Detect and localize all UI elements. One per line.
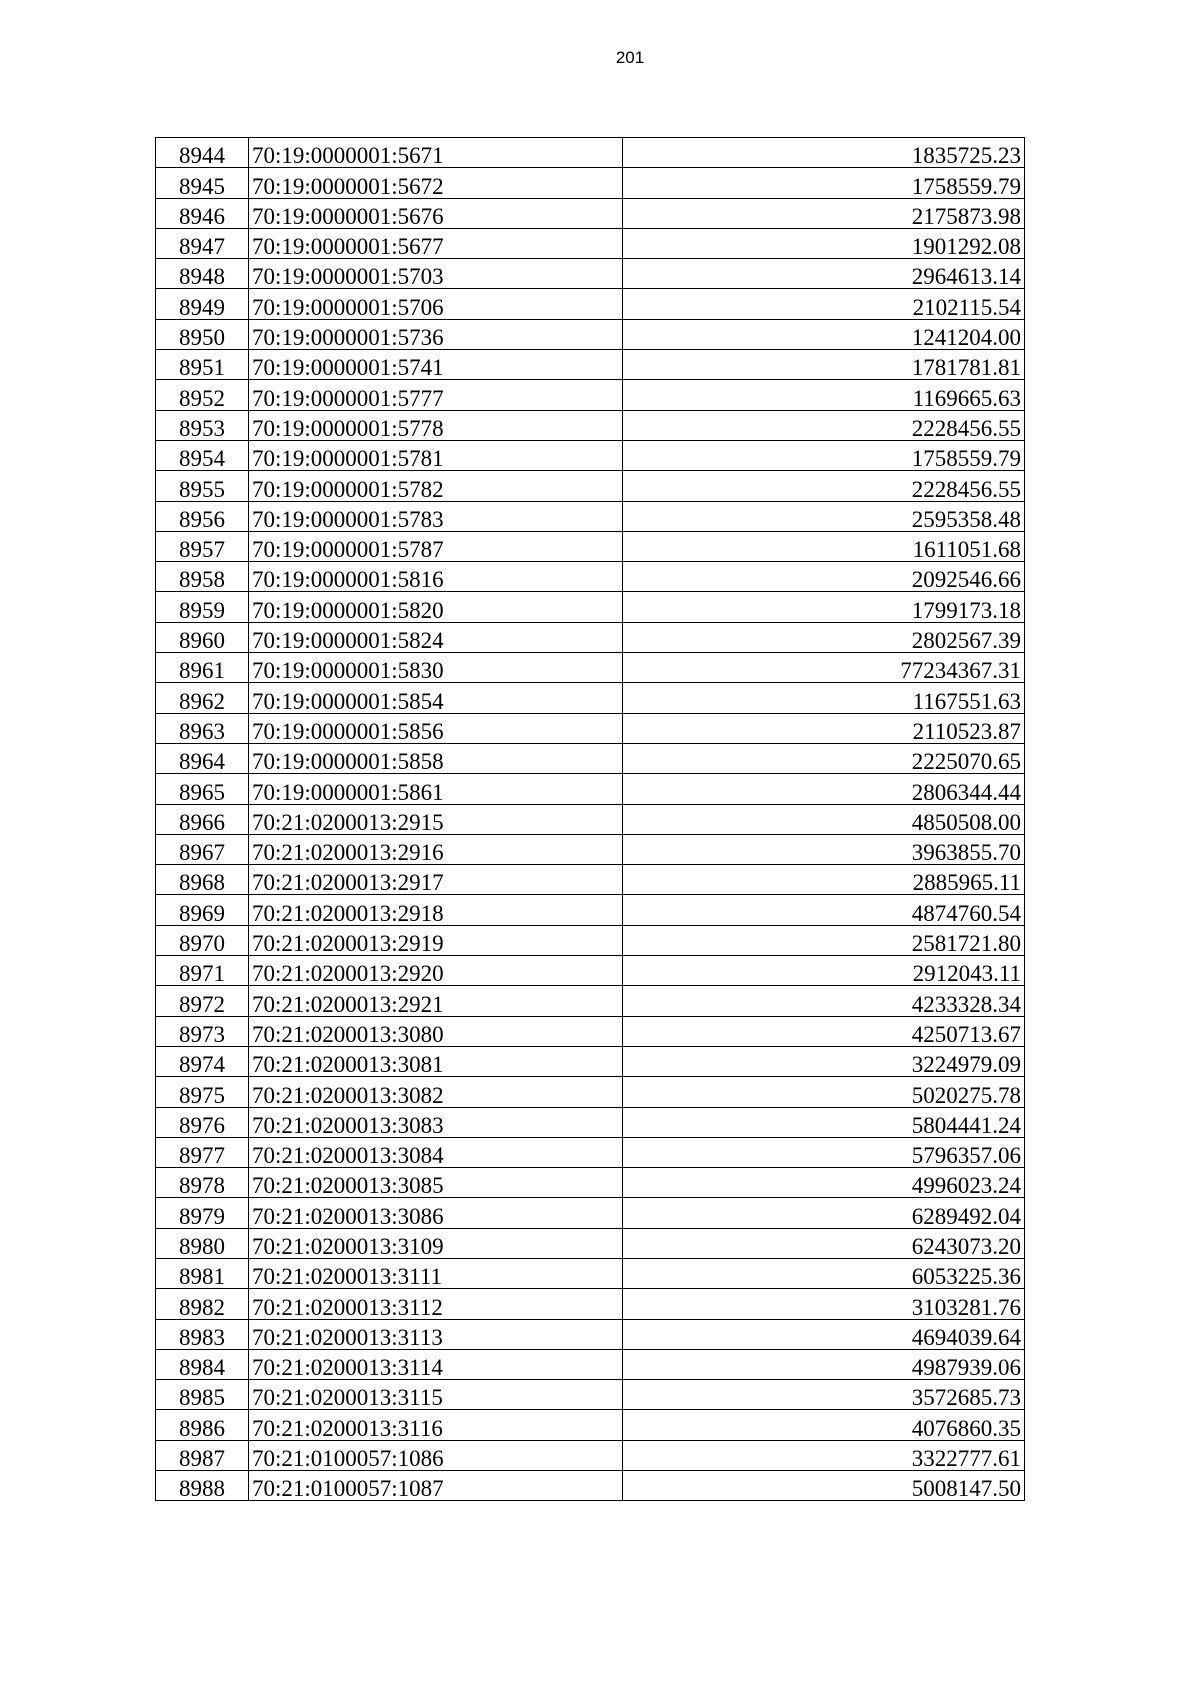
value-cell: 2964613.14	[623, 259, 1025, 289]
cadastral-number-cell: 70:21:0200013:3111	[249, 1258, 623, 1288]
value-cell: 2885965.11	[623, 865, 1025, 895]
cadastral-number-cell: 70:19:0000001:5672	[249, 168, 623, 198]
value-cell: 1167551.63	[623, 683, 1025, 713]
row-number-cell: 8945	[156, 168, 249, 198]
row-number-cell: 8960	[156, 622, 249, 652]
value-cell: 2595358.48	[623, 501, 1025, 531]
cadastral-number-cell: 70:21:0200013:3083	[249, 1107, 623, 1137]
row-number-cell: 8956	[156, 501, 249, 531]
row-number-cell: 8950	[156, 319, 249, 349]
value-cell: 3963855.70	[623, 834, 1025, 864]
row-number-cell: 8948	[156, 259, 249, 289]
row-number-cell: 8969	[156, 895, 249, 925]
table-row	[156, 1077, 1025, 1107]
cadastral-number-cell: 70:19:0000001:5736	[249, 319, 623, 349]
value-cell: 2806344.44	[623, 774, 1025, 804]
table-row	[156, 834, 1025, 864]
table-row	[156, 653, 1025, 683]
row-number-cell: 8983	[156, 1319, 249, 1349]
cadastral-number-cell: 70:19:0000001:5854	[249, 683, 623, 713]
cadastral-number-cell: 70:21:0200013:3113	[249, 1319, 623, 1349]
cadastral-number-cell: 70:21:0200013:3080	[249, 1016, 623, 1046]
table-row	[156, 956, 1025, 986]
cadastral-number-cell: 70:21:0200013:3114	[249, 1349, 623, 1379]
cadastral-number-cell: 70:21:0200013:2921	[249, 986, 623, 1016]
table-row	[156, 622, 1025, 652]
value-cell: 3103281.76	[623, 1289, 1025, 1319]
cadastral-number-cell: 70:21:0200013:3116	[249, 1410, 623, 1440]
row-number-cell: 8973	[156, 1016, 249, 1046]
row-number-cell: 8979	[156, 1198, 249, 1228]
row-number-cell: 8982	[156, 1289, 249, 1319]
value-cell: 2225070.65	[623, 743, 1025, 773]
cadastral-number-cell: 70:19:0000001:5782	[249, 471, 623, 501]
cadastral-number-cell: 70:21:0200013:3109	[249, 1228, 623, 1258]
table-row	[156, 289, 1025, 319]
table-row	[156, 1137, 1025, 1167]
value-cell: 4874760.54	[623, 895, 1025, 925]
cadastral-number-cell: 70:21:0200013:3084	[249, 1137, 623, 1167]
table-row	[156, 1228, 1025, 1258]
value-cell: 2912043.11	[623, 956, 1025, 986]
value-cell: 3572685.73	[623, 1380, 1025, 1410]
row-number-cell: 8951	[156, 350, 249, 380]
row-number-cell: 8954	[156, 440, 249, 470]
table-row	[156, 198, 1025, 228]
cadastral-number-cell: 70:21:0200013:3086	[249, 1198, 623, 1228]
table-row	[156, 471, 1025, 501]
table-row	[156, 592, 1025, 622]
cadastral-number-cell: 70:21:0200013:3082	[249, 1077, 623, 1107]
cadastral-number-cell: 70:19:0000001:5830	[249, 653, 623, 683]
row-number-cell: 8987	[156, 1440, 249, 1470]
value-cell: 4850508.00	[623, 804, 1025, 834]
row-number-cell: 8971	[156, 956, 249, 986]
table-row	[156, 743, 1025, 773]
row-number-cell: 8962	[156, 683, 249, 713]
table-row	[156, 319, 1025, 349]
table-row	[156, 562, 1025, 592]
cadastral-number-cell: 70:21:0200013:2917	[249, 865, 623, 895]
table-row	[156, 1107, 1025, 1137]
table-row	[156, 138, 1025, 168]
value-cell: 1835725.23	[623, 138, 1025, 168]
cadastral-number-cell: 70:21:0200013:2915	[249, 804, 623, 834]
row-number-cell: 8988	[156, 1471, 249, 1501]
value-cell: 2228456.55	[623, 410, 1025, 440]
table-row	[156, 1258, 1025, 1288]
row-number-cell: 8986	[156, 1410, 249, 1440]
row-number-cell: 8961	[156, 653, 249, 683]
cadastral-number-cell: 70:19:0000001:5677	[249, 228, 623, 258]
row-number-cell: 8985	[156, 1380, 249, 1410]
row-number-cell: 8968	[156, 865, 249, 895]
cadastral-number-cell: 70:19:0000001:5703	[249, 259, 623, 289]
value-cell: 1901292.08	[623, 228, 1025, 258]
table-row	[156, 259, 1025, 289]
table-row	[156, 228, 1025, 258]
cadastral-number-cell: 70:19:0000001:5781	[249, 440, 623, 470]
value-cell: 1758559.79	[623, 440, 1025, 470]
row-number-cell: 8953	[156, 410, 249, 440]
value-cell: 2092546.66	[623, 562, 1025, 592]
cadastral-number-cell: 70:19:0000001:5856	[249, 713, 623, 743]
value-cell: 2802567.39	[623, 622, 1025, 652]
table-body	[156, 138, 1025, 1501]
value-cell: 3224979.09	[623, 1046, 1025, 1076]
cadastral-number-cell: 70:19:0000001:5676	[249, 198, 623, 228]
row-number-cell: 8949	[156, 289, 249, 319]
cadastral-number-cell: 70:19:0000001:5820	[249, 592, 623, 622]
value-cell: 5020275.78	[623, 1077, 1025, 1107]
table-row	[156, 865, 1025, 895]
table-row	[156, 925, 1025, 955]
value-cell: 1758559.79	[623, 168, 1025, 198]
table-row	[156, 683, 1025, 713]
page-number: 201	[615, 48, 645, 67]
cadastral-value-table	[155, 137, 1025, 1501]
table-row	[156, 350, 1025, 380]
cadastral-number-cell: 70:21:0200013:2916	[249, 834, 623, 864]
table-row	[156, 1168, 1025, 1198]
table-row	[156, 440, 1025, 470]
row-number-cell: 8952	[156, 380, 249, 410]
cadastral-number-cell: 70:19:0000001:5861	[249, 774, 623, 804]
cadastral-number-cell: 70:21:0200013:3115	[249, 1380, 623, 1410]
table-row	[156, 380, 1025, 410]
cadastral-number-cell: 70:19:0000001:5671	[249, 138, 623, 168]
value-cell: 77234367.31	[623, 653, 1025, 683]
table-row	[156, 501, 1025, 531]
table-row	[156, 1319, 1025, 1349]
row-number-cell: 8981	[156, 1258, 249, 1288]
table-row	[156, 1016, 1025, 1046]
value-cell: 4987939.06	[623, 1349, 1025, 1379]
value-cell: 6243073.20	[623, 1228, 1025, 1258]
cadastral-number-cell: 70:21:0200013:3085	[249, 1168, 623, 1198]
value-cell: 4250713.67	[623, 1016, 1025, 1046]
cadastral-number-cell: 70:21:0100057:1087	[249, 1471, 623, 1501]
row-number-cell: 8957	[156, 531, 249, 561]
cadastral-number-cell: 70:19:0000001:5783	[249, 501, 623, 531]
row-number-cell: 8959	[156, 592, 249, 622]
table-row	[156, 895, 1025, 925]
value-cell: 4996023.24	[623, 1168, 1025, 1198]
cadastral-number-cell: 70:21:0200013:2918	[249, 895, 623, 925]
row-number-cell: 8970	[156, 925, 249, 955]
row-number-cell: 8946	[156, 198, 249, 228]
table-row	[156, 1380, 1025, 1410]
row-number-cell: 8965	[156, 774, 249, 804]
row-number-cell: 8984	[156, 1349, 249, 1379]
row-number-cell: 8947	[156, 228, 249, 258]
value-cell: 2228456.55	[623, 471, 1025, 501]
row-number-cell: 8955	[156, 471, 249, 501]
table-row	[156, 1440, 1025, 1470]
table-row	[156, 774, 1025, 804]
row-number-cell: 8944	[156, 138, 249, 168]
value-cell: 1799173.18	[623, 592, 1025, 622]
table-row	[156, 1349, 1025, 1379]
row-number-cell: 8967	[156, 834, 249, 864]
value-cell: 6053225.36	[623, 1258, 1025, 1288]
table-row	[156, 1410, 1025, 1440]
row-number-cell: 8977	[156, 1137, 249, 1167]
row-number-cell: 8976	[156, 1107, 249, 1137]
table-row	[156, 804, 1025, 834]
value-cell: 4694039.64	[623, 1319, 1025, 1349]
value-cell: 6289492.04	[623, 1198, 1025, 1228]
row-number-cell: 8978	[156, 1168, 249, 1198]
cadastral-number-cell: 70:21:0100057:1086	[249, 1440, 623, 1470]
table-row	[156, 1198, 1025, 1228]
cadastral-number-cell: 70:19:0000001:5824	[249, 622, 623, 652]
value-cell: 2175873.98	[623, 198, 1025, 228]
cadastral-number-cell: 70:21:0200013:3081	[249, 1046, 623, 1076]
value-cell: 4076860.35	[623, 1410, 1025, 1440]
cadastral-number-cell: 70:19:0000001:5816	[249, 562, 623, 592]
table-row	[156, 1471, 1025, 1501]
row-number-cell: 8964	[156, 743, 249, 773]
cadastral-number-cell: 70:19:0000001:5778	[249, 410, 623, 440]
cadastral-number-cell: 70:19:0000001:5777	[249, 380, 623, 410]
value-cell: 4233328.34	[623, 986, 1025, 1016]
row-number-cell: 8972	[156, 986, 249, 1016]
value-cell: 1241204.00	[623, 319, 1025, 349]
table-row	[156, 410, 1025, 440]
cadastral-number-cell: 70:21:0200013:2919	[249, 925, 623, 955]
row-number-cell: 8963	[156, 713, 249, 743]
cadastral-number-cell: 70:19:0000001:5741	[249, 350, 623, 380]
value-cell: 3322777.61	[623, 1440, 1025, 1470]
value-cell: 5008147.50	[623, 1471, 1025, 1501]
row-number-cell: 8974	[156, 1046, 249, 1076]
row-number-cell: 8966	[156, 804, 249, 834]
table-row	[156, 713, 1025, 743]
table-row	[156, 986, 1025, 1016]
cadastral-number-cell: 70:19:0000001:5858	[249, 743, 623, 773]
value-cell: 1169665.63	[623, 380, 1025, 410]
value-cell: 2581721.80	[623, 925, 1025, 955]
cadastral-number-cell: 70:21:0200013:3112	[249, 1289, 623, 1319]
value-cell: 1611051.68	[623, 531, 1025, 561]
value-cell: 2110523.87	[623, 713, 1025, 743]
row-number-cell: 8980	[156, 1228, 249, 1258]
value-cell: 2102115.54	[623, 289, 1025, 319]
table-row	[156, 168, 1025, 198]
cadastral-number-cell: 70:21:0200013:2920	[249, 956, 623, 986]
table-row	[156, 1289, 1025, 1319]
value-cell: 1781781.81	[623, 350, 1025, 380]
cadastral-number-cell: 70:19:0000001:5787	[249, 531, 623, 561]
row-number-cell: 8958	[156, 562, 249, 592]
value-cell: 5804441.24	[623, 1107, 1025, 1137]
value-cell: 5796357.06	[623, 1137, 1025, 1167]
cadastral-number-cell: 70:19:0000001:5706	[249, 289, 623, 319]
row-number-cell: 8975	[156, 1077, 249, 1107]
table-row	[156, 1046, 1025, 1076]
table-row	[156, 531, 1025, 561]
